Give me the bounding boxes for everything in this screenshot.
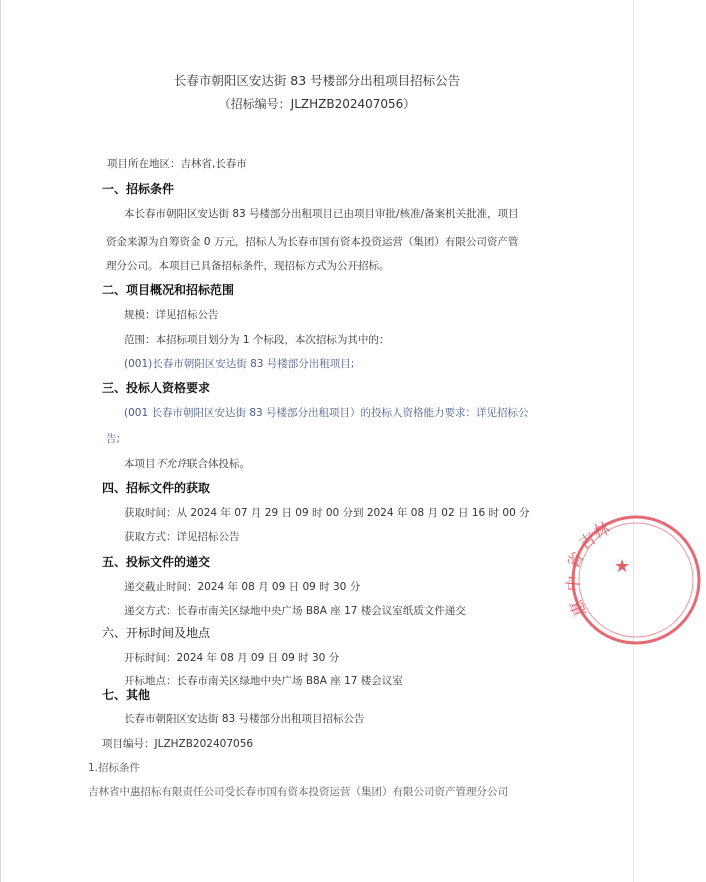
section-2-heading: 二、项目概况和招标范围 [102,283,235,297]
tender-number: （招标编号：JLZHZB202407056） [218,97,416,111]
s7-line-1: 长春市朝阳区安达街 83 号楼部分出租项目招标公告 [124,713,365,725]
s3-joint-pre: 本项目 [124,458,156,470]
s2-scale: 规模：详见招标公告 [124,309,219,321]
section-5-heading: 五、投标文件的递交 [102,555,211,569]
s4-method: 获取方式：详见招标公告 [124,531,240,543]
doc-title: 长春市朝阳区安达街 83 号楼部分出租项目招标公告 [173,73,461,88]
seal-glyph-1: 吉 [575,528,600,554]
s6-place: 开标地点：长春市南关区绿地中央广场 B8A 座 17 楼会议室 [124,675,403,687]
seal-glyph-5: 惠 [566,597,590,620]
s1-paragraph-line-2: 资金来源为自筹资金 0 万元，招标人为长春市国有资本投资运营（集团）有限公司资产管 [106,236,519,248]
seal-glyph-2: 林 [590,518,613,542]
s3-requirement-line-2: 告; [106,433,121,445]
s1-paragraph-line-3: 理分公司。本项目已具备招标条件，现招标方式为公开招标。 [106,260,390,272]
section-4-heading: 四、招标文件的获取 [102,481,211,495]
section-3-heading: 三、投标人资格要求 [102,381,211,395]
s2-lot: (001)长春市朝阳区安达街 83 号楼部分出租项目; [124,358,355,370]
s5-method: 递交方式：长春市南关区绿地中央广场 B8A 座 17 楼会议室纸质文件递交 [124,605,466,617]
scan-left-edge [0,0,1,882]
seal-glyph-4: 中 [563,574,584,593]
red-seal-stamp [563,510,706,650]
scan-right-edge [633,0,634,882]
s3-joint-bid [124,457,250,471]
s3-requirement-line-1: (001 长春市朝阳区安达街 83 号楼部分出租项目）的投标人资格能力要求：详见招标公 [124,407,529,419]
s2-scope: 范围：本招标项目划分为 1 个标段，本次招标为其中的： [124,334,390,346]
section-7-heading: 七、其他 [102,688,151,702]
seal-glyph-3: 省 [563,548,588,572]
s7-condition-heading: 1.招标条件 [88,762,141,774]
s7-agency-line: 吉林省中惠招标有限责任公司受长春市国有资本投资运营（集团）有限公司资产管理分公司 [88,786,508,798]
s3-joint-post: 联合体投标。 [187,458,250,470]
section-6-heading: 六、开标时间及地点 [102,626,211,640]
s3-joint-not-allowed: 不允许 [155,458,187,470]
section-1-heading: 一、招标条件 [102,182,175,196]
seal-center-star: ★ [614,556,631,577]
s4-time: 获取时间：从 2024 年 07 月 29 日 09 时 00 分到 2024 年 08 月 02 日 16 时 00 分 [124,507,530,519]
s1-paragraph-line-1: 本长春市朝阳区安达街 83 号楼部分出租项目已由项目审批/核准/备案机关批准，项目 [124,208,519,220]
s7-project-number: 项目编号：JLZHZB202407056 [102,738,254,750]
s5-deadline: 递交截止时间：2024 年 08 月 09 日 09 时 30 分 [124,581,361,593]
project-location: 项目所在地区：吉林省,长春市 [107,158,247,170]
s6-time: 开标时间：2024 年 08 月 09 日 09 时 30 分 [124,652,340,664]
